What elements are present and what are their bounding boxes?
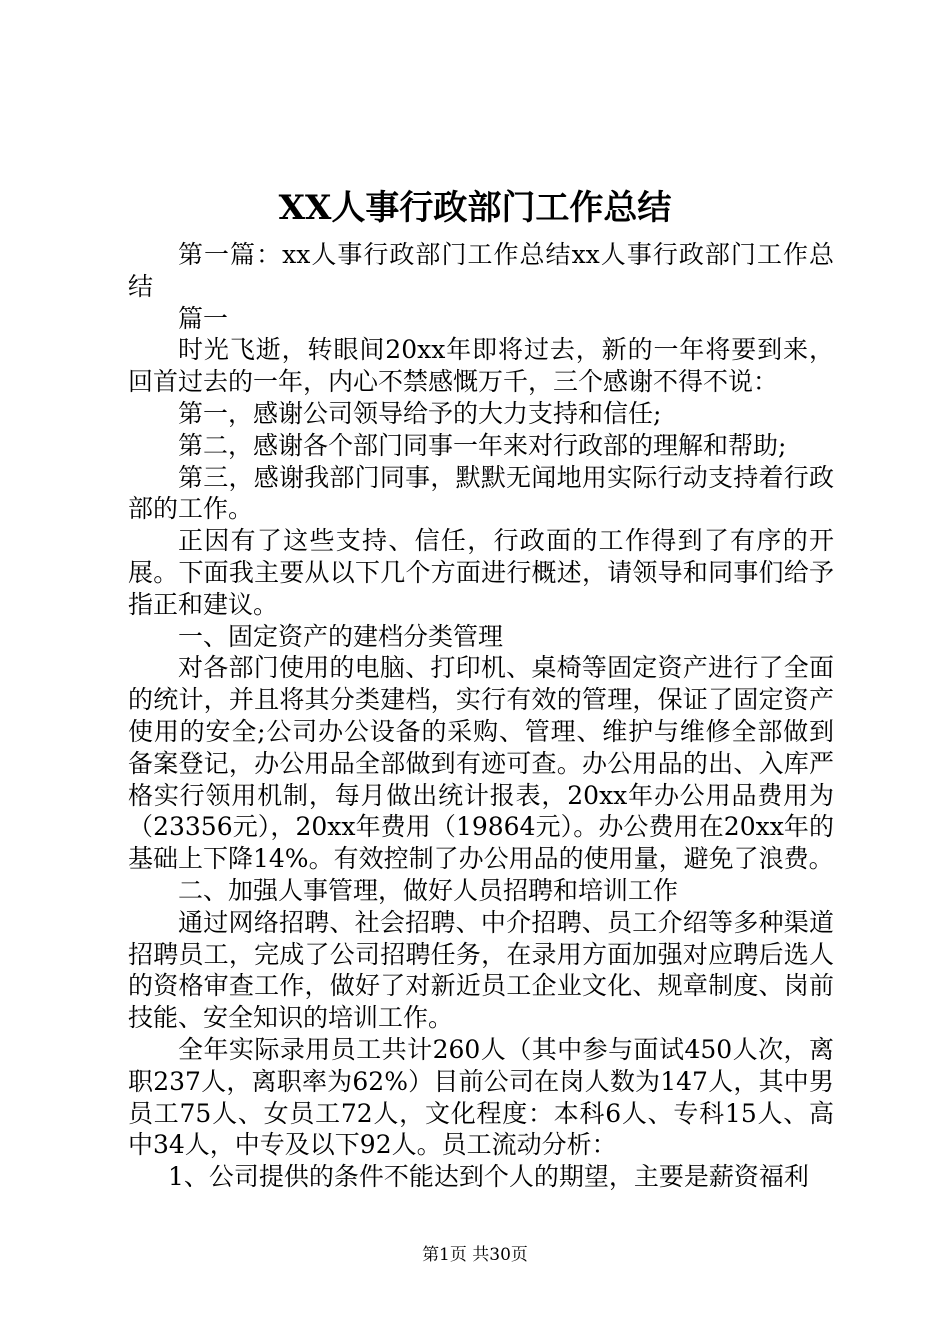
paragraph-heading-first: 第一篇：xx人事行政部门工作总结xx人事行政部门工作总结 [128, 240, 834, 301]
paragraph-thanks-3: 第三，感谢我部门同事，默默无闻地用实际行动支持着行政部的工作。 [128, 462, 834, 524]
section-heading-hr: 二、加强人事管理，做好人员招聘和培训工作 [178, 875, 679, 905]
paragraph-intro: 时光飞逝，转眼间20xx年即将过去，新的一年将要到来，回首过去的一年，内心不禁感慨万千，三个感谢不得不说： [128, 335, 834, 397]
paragraph-assets: 对各部门使用的电脑、打印机、桌椅等固定资产进行了全面的统计，并且将其分类建档，实行有效的管理，保证了固定资产使用的安全;公司办公设备的采购、管理、维护与维修全部做到备案登记，办公用品全部做到有迹可查。办公用品的出、入库严格实行领用机制，每月做出统计报表，20xx年办公用品费用为（23356元），20xx年费用（19864元）。办公费用在20xx年的基础上下降14%。有效控制了办公用品的使用量，避免了浪费。 [128, 653, 834, 874]
paragraph-thanks-2: 第二，感谢各个部门同事一年来对行政部的理解和帮助; [178, 430, 787, 460]
paragraph-overview: 正因有了这些支持、信任，行政面的工作得到了有序的开展。下面我主要从以下几个方面进行概述，请领导和同事们给予指正和建议。 [128, 526, 834, 619]
section-heading-assets: 一、固定资产的建档分类管理 [178, 621, 504, 651]
paragraph-thanks-1: 第一，感谢公司领导给予的大力支持和信任; [178, 398, 662, 428]
document-title: XX人事行政部门工作总结 [278, 188, 672, 228]
paragraph-section-label: 篇一 [178, 303, 229, 333]
paragraph-staff-stats: 全年实际录用员工共计260人（其中参与面试450人次，离职237人，离职率为62%）目前公司在岗人数为147人，其中男员工75人、女员工72人，文化程度：本科6人、专科15人、高中34人，中专及以下92人。员工流动分析： [128, 1034, 834, 1160]
page-number-footer: 第1页 共30页 [422, 1245, 528, 1265]
paragraph-turnover-item-1: 1、公司提供的条件不能达到个人的期望，主要是薪资福利 [168, 1162, 809, 1192]
document-body [128, 239, 834, 1193]
paragraph-recruitment: 通过网络招聘、社会招聘、中介招聘、员工介绍等多种渠道招聘员工，完成了公司招聘任务，在录用方面加强对应聘后选人的资格审查工作，做好了对新近员工企业文化、规章制度、岗前技能、安全知识的培训工作。 [128, 907, 834, 1033]
